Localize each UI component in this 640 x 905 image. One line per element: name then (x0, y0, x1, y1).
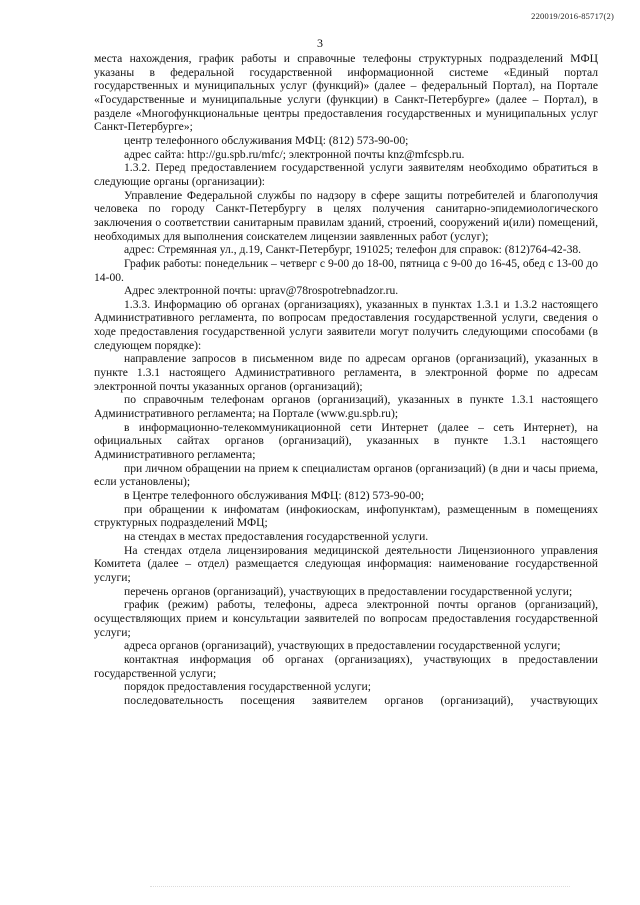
paragraph: 1.3.2. Перед предоставлением государственной услуги заявителям необходимо обратиться в следующие органы (организации): (94, 161, 598, 188)
document-body (94, 52, 598, 708)
paragraph: центр телефонного обслуживания МФЦ: (812) 573-90-00; (124, 133, 409, 147)
paragraph: в информационно-телекоммуникационной сети Интернет (далее – сеть Интернет), на официальных сайтах органов (организаций), указанных в пункте 1.3.1 настоящего Административного регламента; (94, 420, 598, 462)
paragraph: направление запросов в письменном виде по адресам органов (организаций), указанных в пункте 1.3.1 настоящего Административного регламента, в электронной форме по адресам электронной почты указанных органов (организаций); (94, 352, 598, 393)
paragraph: Адрес электронной почты: uprav@78rospotrebnadzor.ru. (124, 284, 399, 298)
paragraph: График работы: понедельник – четверг с 9-00 до 18-00, пятница с 9-00 до 16-45, обед с 13-00 до 14-00. (94, 256, 598, 284)
paragraph: 1.3.3. Информацию об органах (организациях), указанных в пунктах 1.3.1 и 1.3.2 настоящего Административного регламента, по вопросам предоставления государственной услуги, сведения о ходе предоставления государственной услуги заявители могут получить следующими способами (в следующем порядке): (94, 297, 598, 352)
paragraph: Управление Федеральной службы по надзору в сфере защиты потребителей и благополучия человека по городу Санкт-Петербургу в целях получения санитарно-эпидемиологического заключения о соответствии санитарным правилам зданий, строений, сооружений и(или) помещений, необходимых для выполнения соискателем лицензии заявленных работ (услуг); (94, 188, 598, 243)
paragraph: при обращении к инфоматам (инфокиоскам, инфопунктам), размещенным в помещениях структурных подразделений МФЦ; (94, 502, 598, 530)
paragraph: по справочным телефонам органов (организаций), указанных в пункте 1.3.1 настоящего Административного регламента; на Портале (www.gu.spb.ru); (94, 393, 598, 421)
paragraph: график (режим) работы, телефоны, адреса электронной почты органов (организаций), осуществляющих прием и консультации заявителей по вопросам предоставления государственной услуги; (94, 598, 598, 639)
paragraph: адреса органов (организаций), участвующих в предоставлении государственной услуги; (124, 639, 561, 653)
paragraph: На стендах отдела лицензирования медицинской деятельности Лицензионного управления Комитета (далее – отдел) размещается следующая информация: наименование государственной услуги; (94, 543, 598, 584)
paragraph: в Центре телефонного обслуживания МФЦ: (812) 573-90-00; (124, 489, 425, 502)
paragraph: последовательность посещения заявителем органов (организаций), участвующих (124, 693, 598, 707)
paragraph: на стендах в местах предоставления государственной услуги. (124, 529, 429, 543)
paragraph: контактная информация об органах (организациях), участвующих в предоставлении государственной услуги; (94, 652, 598, 680)
paragraph: порядок предоставления государственной услуги; (124, 680, 371, 694)
paragraph: при личном обращении на прием к специалистам органов (организаций) (в дни и часы приема, если установлены); (94, 461, 598, 489)
page-number: 3 (317, 36, 323, 50)
paragraph: адрес: Стремянная ул., д.19, Санкт-Петербург, 191025; телефон для справок: (812)764-42-38. (124, 243, 582, 257)
paragraph: адрес сайта: http://gu.spb.ru/mfc/; электронной почты knz@mfcspb.ru. (124, 147, 465, 161)
scan-artifact-divider (150, 884, 570, 887)
document-number: 220019/2016-85717(2) (531, 11, 614, 21)
paragraph: места нахождения, график работы и справочные телефоны структурных подразделений МФЦ указаны в федеральной государственной информационной системе «Единый портал государственных и муниципальных услуг (функций)» (далее – федеральный Портал), на Портале «Государственные и муниципальные услуги (функции) в Санкт-Петербурге» (далее – Портал), в разделе «Многофункциональные центры предоставления государственных и муниципальных услуг Санкт-Петербурге»; (94, 52, 598, 134)
paragraph: перечень органов (организаций), участвующих в предоставлении государственной услуги; (124, 584, 573, 598)
